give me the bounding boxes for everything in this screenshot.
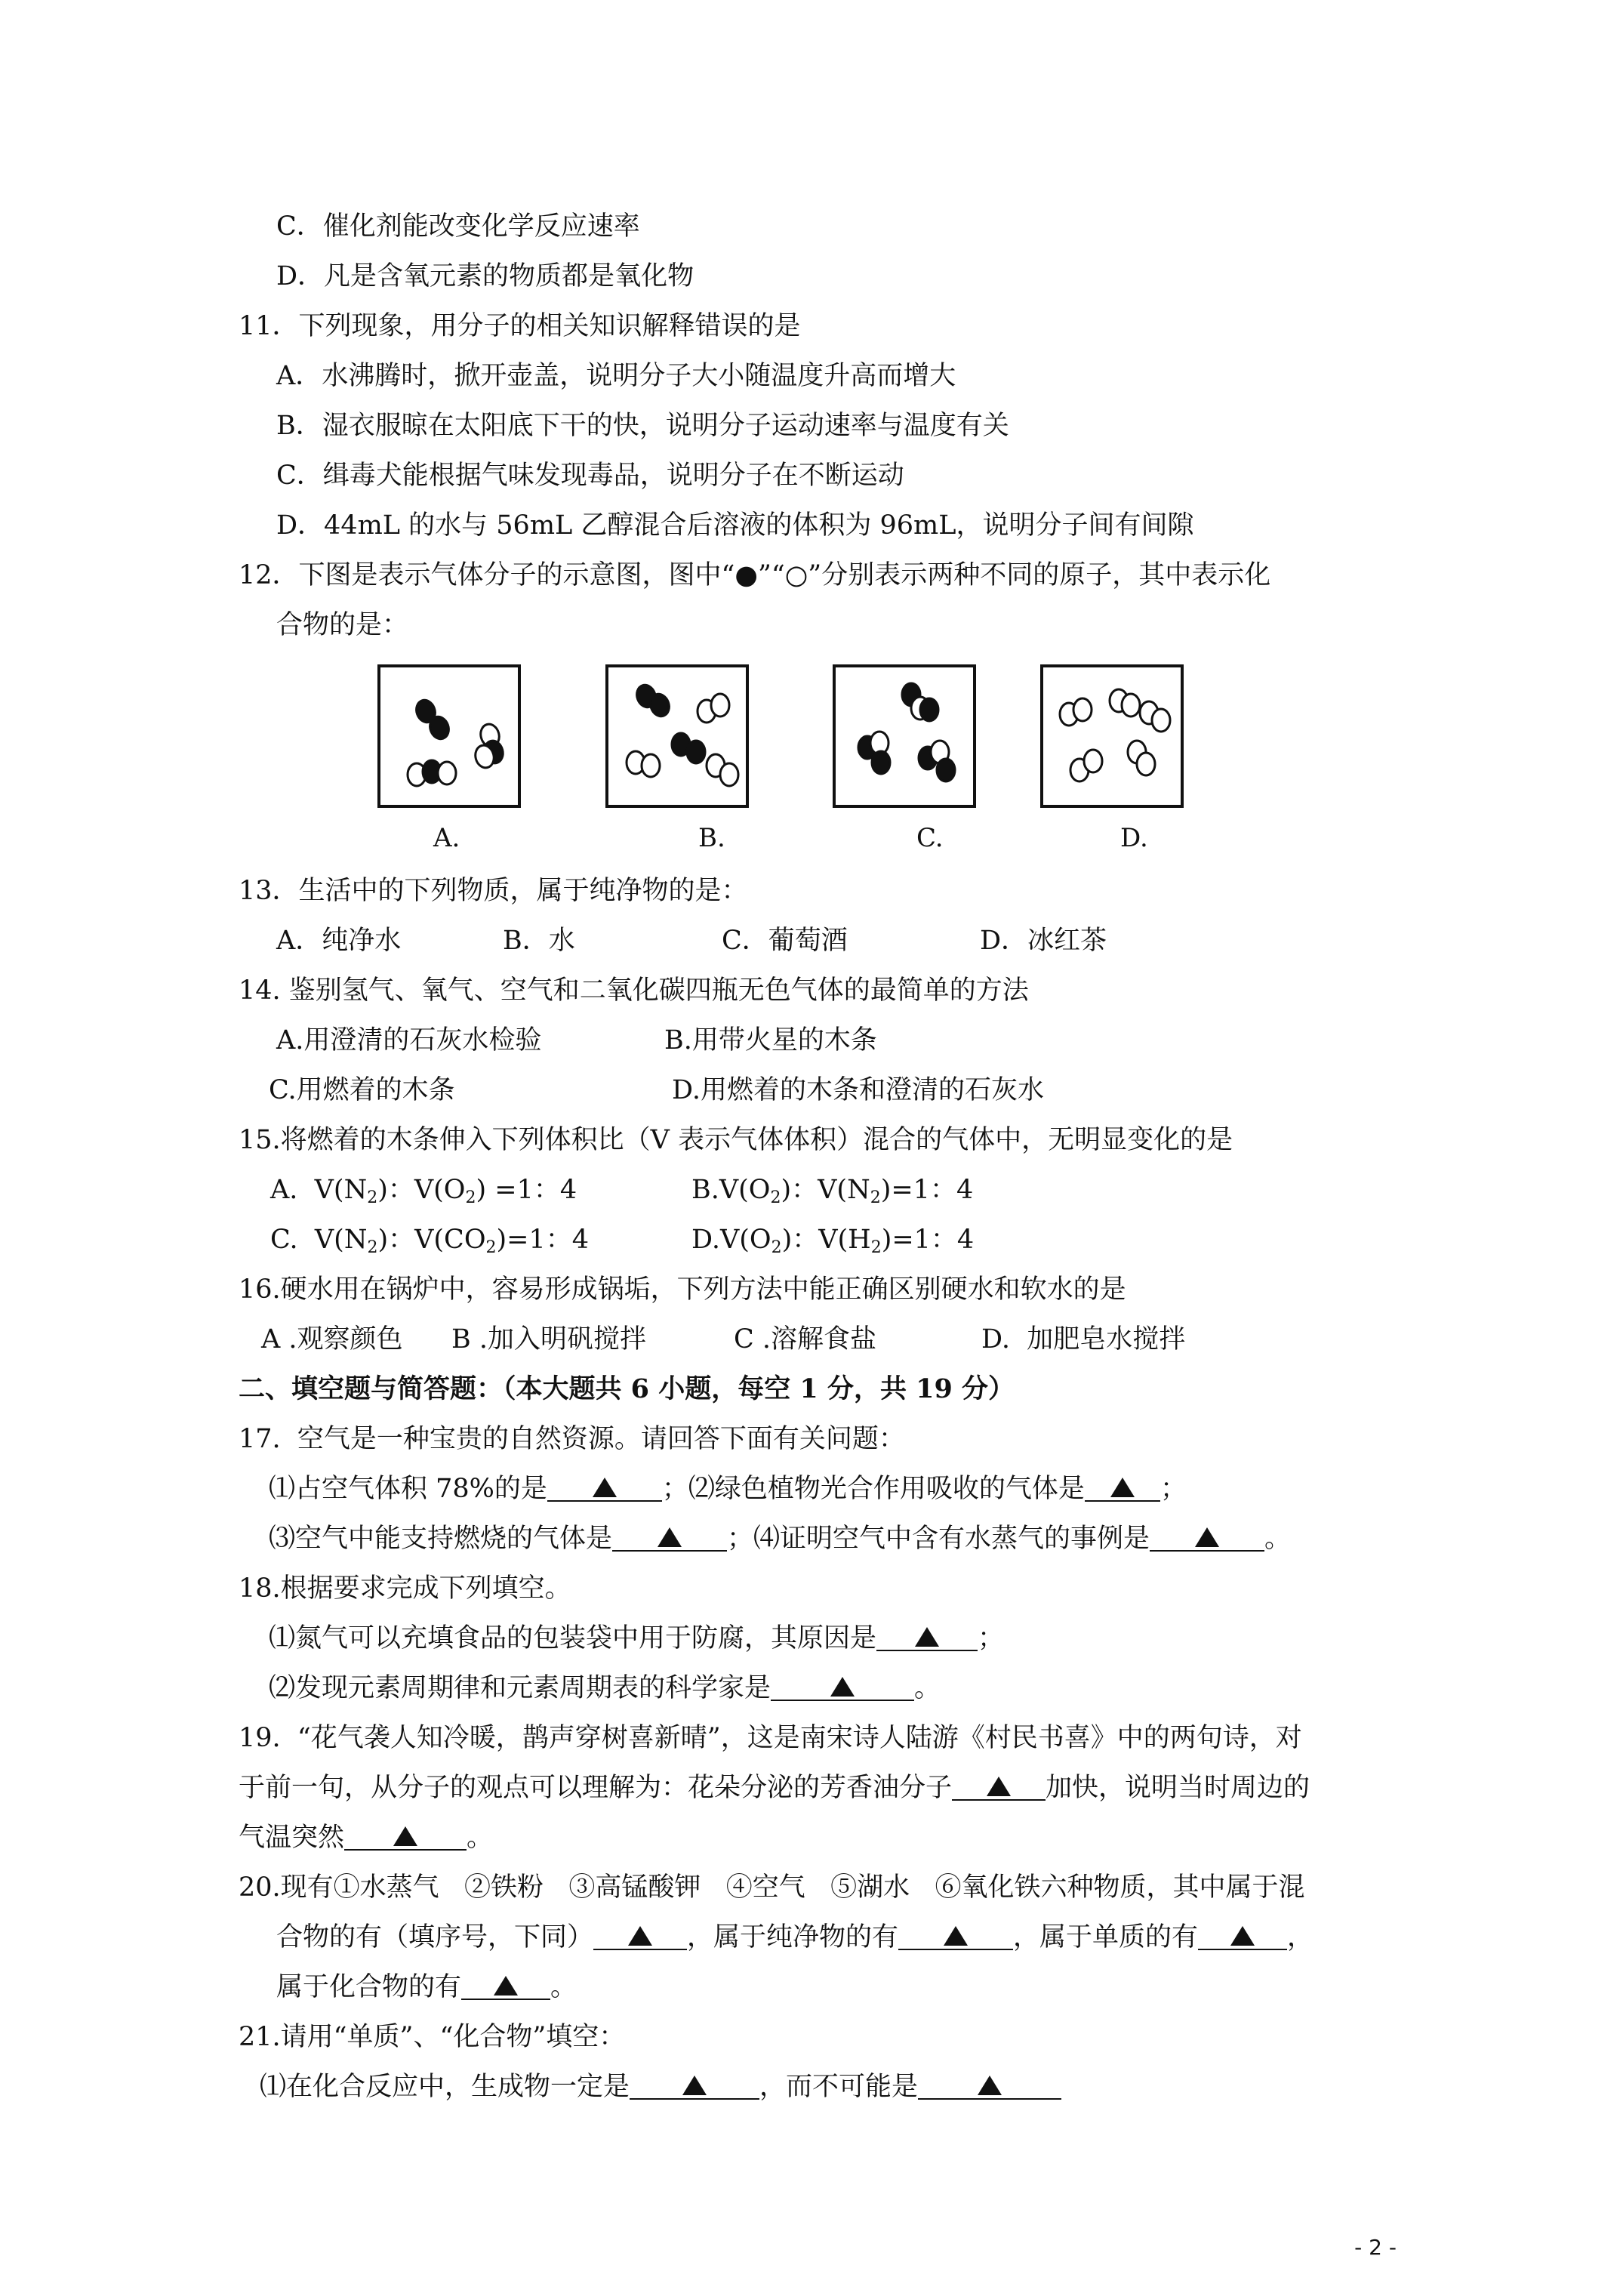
triangle-icon [1230, 1926, 1255, 1946]
q17-stem: 17. 空气是一种宝贵的自然资源。请回答下面有关问题： [239, 1424, 905, 1454]
q13-option-c: C．葡萄酒 [722, 926, 848, 956]
molecule-box-c [833, 664, 976, 808]
q19-line3: 气温突然 。 [239, 1823, 494, 1853]
q16-option-c: C .溶解食盐 [734, 1324, 877, 1354]
answer-blank[interactable] [952, 1772, 1046, 1801]
triangle-icon [1195, 1527, 1219, 1547]
q10-option-c: C．催化剂能改变化学反应速率 [276, 211, 640, 242]
answer-blank[interactable] [630, 2071, 759, 2100]
answer-blank[interactable] [344, 1822, 467, 1851]
triangle-icon [682, 2076, 707, 2095]
q16-option-b: B .加入明矾搅拌 [451, 1324, 646, 1354]
q10-option-d: D．凡是含氧元素的物质都是氧化物 [276, 261, 694, 291]
triangle-icon [830, 1677, 855, 1697]
q18-stem: 18.根据要求完成下列填空。 [239, 1573, 571, 1604]
molecule-diagram-a [380, 667, 518, 805]
diagram-label-b: B. [698, 823, 725, 853]
q15-option-b: $B.V(O_2)$：$V(N_2)=1$：4 [691, 1175, 974, 1207]
answer-blank[interactable] [1198, 1922, 1287, 1950]
answer-blank[interactable] [771, 1672, 914, 1701]
molecule-diagram-b [608, 667, 746, 805]
molecule-box-b [605, 664, 749, 808]
q11-option-b: B．湿衣服晾在太阳底下干的快，说明分子运动速率与温度有关 [276, 411, 1009, 441]
q13-option-d: D．冰红茶 [980, 926, 1107, 956]
answer-blank[interactable] [547, 1473, 662, 1502]
triangle-icon [987, 1777, 1011, 1796]
q17-line2: ⑶空气中能支持燃烧的气体是 ；⑷证明空气中含有水蒸气的事例是 。 [269, 1524, 1292, 1554]
q21-line1: ⑴在化合反应中，生成物一定是 ，而不可能是 [260, 2070, 1061, 2103]
molecule-box-d [1040, 664, 1184, 808]
q17-line1: ⑴占空气体积 78%的是 ；⑵绿色植物光合作用吸收的气体是 ； [269, 1474, 1187, 1504]
section-2-heading: 二、填空题与简答题：（本大题共 6 小题，每空 1 分，共 19 分） [239, 1373, 1015, 1404]
answer-blank[interactable] [918, 2071, 1061, 2100]
q14-option-b: B.用带火星的木条 [664, 1025, 877, 1056]
molecule-diagram-c [836, 667, 973, 805]
q12-stem: 12．下图是表示气体分子的示意图，图中“●”“○”分别表示两种不同的原子，其中表示化 [239, 560, 1271, 590]
answer-blank[interactable] [1150, 1523, 1264, 1552]
q14-option-a: A.用澄清的石灰水检验 [276, 1025, 542, 1056]
q16-option-d: D. 加肥皂水搅拌 [981, 1324, 1186, 1354]
q15-stem: 15.将燃着的木条伸入下列体积比（V 表示气体体积）混合的气体中，无明显变化的是 [239, 1125, 1233, 1155]
q11-option-d: D．44mL 的水与 56mL 乙醇混合后溶液的体积为 96mL，说明分子间有间隙 [276, 510, 1194, 541]
answer-blank[interactable] [593, 1922, 687, 1950]
q13-stem: 13．生活中的下列物质，属于纯净物的是： [239, 876, 748, 906]
q15-option-a: A. $V(N_2)$：$V(O_2) =1$：4 [270, 1175, 577, 1207]
triangle-icon [393, 1826, 417, 1846]
answer-blank[interactable] [461, 1971, 550, 2000]
answer-blank[interactable] [876, 1623, 978, 1651]
triangle-icon [494, 1976, 518, 1996]
answer-blank[interactable] [898, 1922, 1013, 1950]
triangle-icon [978, 2076, 1002, 2095]
page-number: - 2 - [1354, 2235, 1397, 2260]
q11-option-a: A．水沸腾时，掀开壶盖，说明分子大小随温度升高而增大 [276, 361, 956, 391]
molecule-box-a [377, 664, 521, 808]
q18-line1: ⑴氮气可以充填食品的包装袋中用于防腐，其原因是 ； [269, 1623, 1005, 1653]
answer-blank[interactable] [612, 1523, 727, 1552]
answer-blank[interactable] [1085, 1473, 1160, 1502]
triangle-icon [628, 1926, 652, 1946]
q16-stem: 16.硬水用在锅炉中，容易形成锅垢，下列方法中能正确区别硬水和软水的是 [239, 1274, 1126, 1305]
q14-option-c: C.用燃着的木条 [269, 1075, 455, 1105]
triangle-icon [1110, 1478, 1135, 1497]
triangle-icon [915, 1627, 939, 1647]
q20-line3: 属于化合物的有 。 [276, 1972, 577, 2002]
diagram-label-a: A. [433, 823, 460, 853]
molecule-diagram-d [1043, 667, 1181, 805]
triangle-icon [944, 1926, 968, 1946]
q15-option-d: $D.V(O_2)$：$V(H_2)=1$：4 [691, 1225, 975, 1257]
q18-line2: ⑵发现元素周期律和元素周期表的科学家是 。 [269, 1673, 941, 1703]
diagram-label-c: C. [916, 823, 944, 853]
q14-option-d: D.用燃着的木条和澄清的石灰水 [672, 1075, 1044, 1105]
triangle-icon [658, 1527, 682, 1547]
q16-option-a: A .观察颜色 [261, 1324, 403, 1354]
q13-option-a: A．纯净水 [276, 926, 402, 956]
q20-line1: 20.现有①水蒸气 ②铁粉 ③高锰酸钾 ④空气 ⑤湖水 ⑥氧化铁六种物质，其中属于混 [239, 1872, 1305, 1903]
q11-stem: 11．下列现象，用分子的相关知识解释错误的是 [239, 311, 801, 341]
q13-option-b: B．水 [503, 926, 575, 956]
q11-option-c: C．缉毒犬能根据气味发现毒品，说明分子在不断运动 [276, 461, 904, 491]
triangle-icon [593, 1478, 617, 1497]
q12-stem-cont: 合物的是： [276, 610, 409, 640]
diagram-label-d: D. [1120, 823, 1148, 853]
q20-line2: 合物的有（填序号，下同） ，属于纯净物的有 ，属于单质的有 ， [276, 1922, 1314, 1952]
q19-line1: 19. “花气袭人知冷暖，鹊声穿树喜新晴”，这是南宋诗人陆游《村民书喜》中的两句诗，对 [239, 1723, 1302, 1753]
q15-option-c: C. $V(N_2)$：$V(CO_2)=1$：4 [270, 1225, 590, 1257]
q19-line2: 于前一句，从分子的观点可以理解为：花朵分泌的芳香油分子 加快，说明当时周边的 [239, 1773, 1310, 1803]
q21-stem: 21.请用“单质”、“化合物”填空： [239, 2022, 626, 2052]
q14-stem: 14. 鉴别氢气、氧气、空气和二氧化碳四瓶无色气体的最简单的方法 [239, 975, 1029, 1006]
